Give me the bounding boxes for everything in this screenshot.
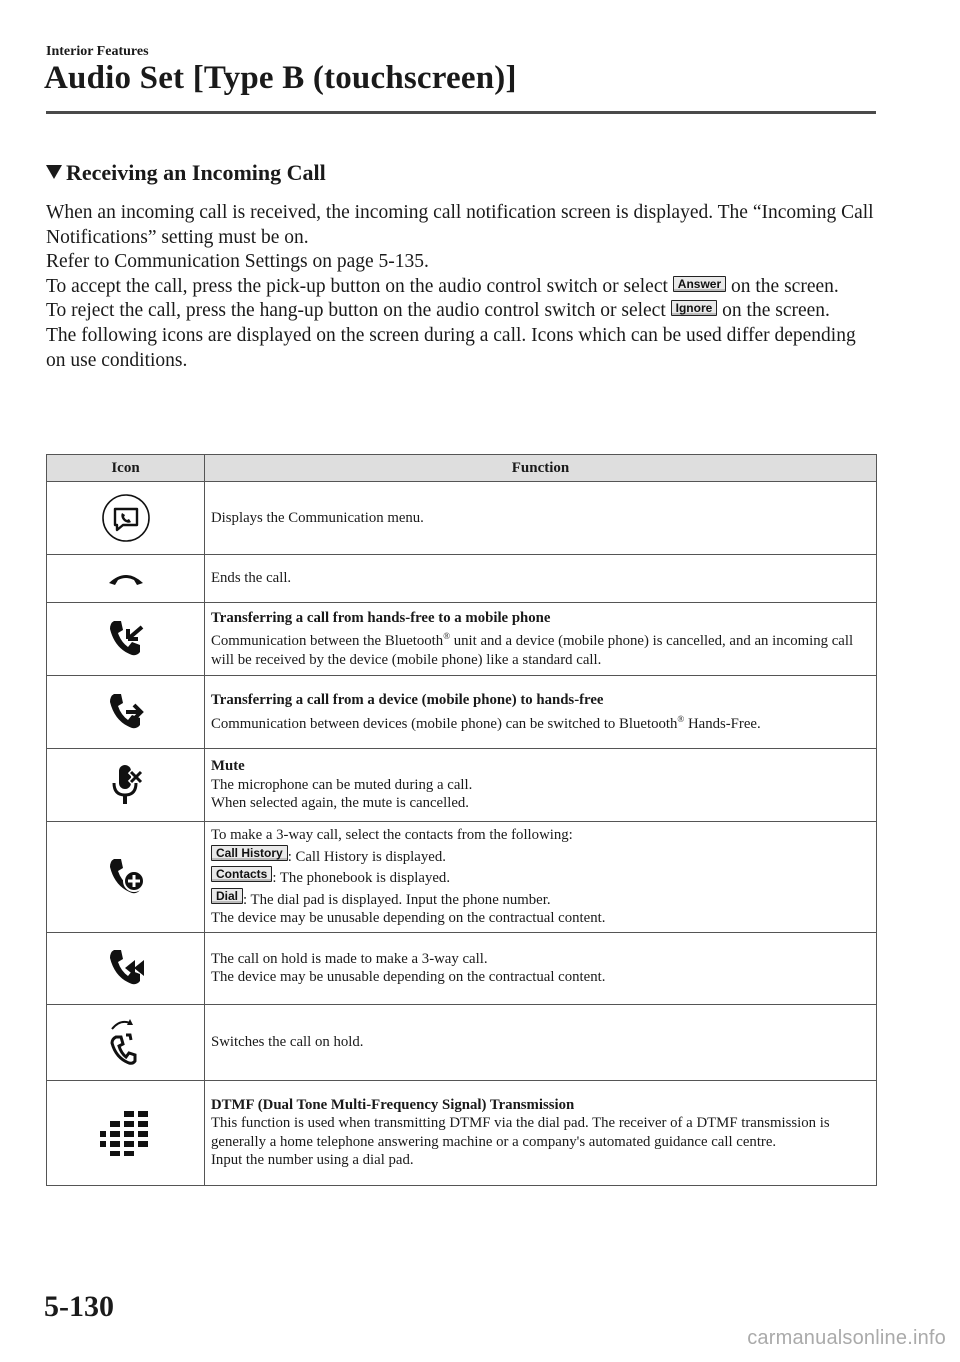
answer-button[interactable]: Answer <box>673 276 726 292</box>
header-section: Interior Features <box>46 44 149 59</box>
table-row <box>47 482 877 555</box>
function-cell: The call on hold is made to make a 3-way call. The device may be unusable depending on the contractual content. <box>205 932 877 1004</box>
paragraph-reject: To reject the call, press the hang-up button on the audio control switch or select Ignore on the screen. <box>46 300 830 322</box>
function-cell: Switches the call on hold. <box>205 1004 877 1080</box>
function-cell: Displays the Communication menu. <box>205 482 877 555</box>
page-number: 5-130 <box>44 1290 114 1323</box>
section-title: Receiving an Incoming Call <box>46 160 326 186</box>
contacts-button[interactable]: Contacts <box>211 866 272 882</box>
table-row <box>47 932 877 1004</box>
swap-call-icon <box>104 1015 148 1069</box>
watermark: carmanualsonline.info <box>747 1327 946 1349</box>
table-row <box>47 603 877 676</box>
dial-button[interactable]: Dial <box>211 888 243 904</box>
transfer-to-phone-icon <box>104 617 148 661</box>
header-divider <box>46 111 876 114</box>
paragraph-notification: When an incoming call is received, the incoming call notification screen is displayed. The “Incoming Call Notifications” setting must be on. <box>46 202 874 248</box>
table-header-row <box>47 455 877 482</box>
function-column-header: Function <box>205 455 877 482</box>
table-row <box>47 749 877 822</box>
end-call-icon <box>106 569 146 589</box>
body-text <box>46 201 880 373</box>
table-row <box>47 822 877 933</box>
function-cell: Transferring a call from hands-free to a mobile phone Communication between the Bluetooth® unit and a device (mobile phone) is cancelled, and an incoming call will be received by the device (mobile phone) like a standard call. <box>205 603 877 676</box>
communication-menu-icon <box>101 493 151 543</box>
call-history-button[interactable]: Call History <box>211 845 288 861</box>
function-cell: DTMF (Dual Tone Multi-Frequency Signal) Transmission This function is used when transmitting DTMF via the dial pad. The receiver of a DTMF transmission is generally a home telephone answering machine or a company's automated guidance call centre. Input the number using a dial pad. <box>205 1080 877 1185</box>
table-row <box>47 555 877 603</box>
triangle-bullet-icon <box>46 165 62 179</box>
add-call-icon <box>104 855 148 899</box>
function-cell: Transferring a call from a device (mobile phone) to hands-free Communication between devices (mobile phone) can be switched to Bluetooth® Hands-Free. <box>205 676 877 749</box>
table-row <box>47 1004 877 1080</box>
page-title: Audio Set [Type B (touchscreen)] <box>44 60 517 96</box>
merge-call-icon <box>104 946 148 990</box>
icon-function-table <box>46 454 877 1186</box>
paragraph-reference: Refer to Communication Settings on page 5-135. <box>46 251 429 273</box>
dial-pad-icon <box>98 1109 154 1157</box>
transfer-to-handsfree-icon <box>104 690 148 734</box>
function-cell: Mute The microphone can be muted during a call. When selected again, the mute is cancelled. <box>205 749 877 822</box>
table-row <box>47 1080 877 1185</box>
ignore-button[interactable]: Ignore <box>671 300 718 316</box>
icon-column-header: Icon <box>47 455 205 482</box>
mute-icon <box>106 761 146 809</box>
function-cell: To make a 3-way call, select the contacts from the following: Call History : Call History is displayed. Contacts : The phonebook is displayed. Dial : The dial pad is displayed. Input the phone number. The device may be unusable depending on the contractual content. <box>205 822 877 933</box>
table-row <box>47 676 877 749</box>
paragraph-icons-intro: The following icons are displayed on the screen during a call. Icons which can be used differ depending on use conditions. <box>46 324 856 371</box>
paragraph-accept: To accept the call, press the pick-up button on the audio control switch or select Answer on the screen. <box>46 275 839 297</box>
function-cell: Ends the call. <box>205 555 877 603</box>
